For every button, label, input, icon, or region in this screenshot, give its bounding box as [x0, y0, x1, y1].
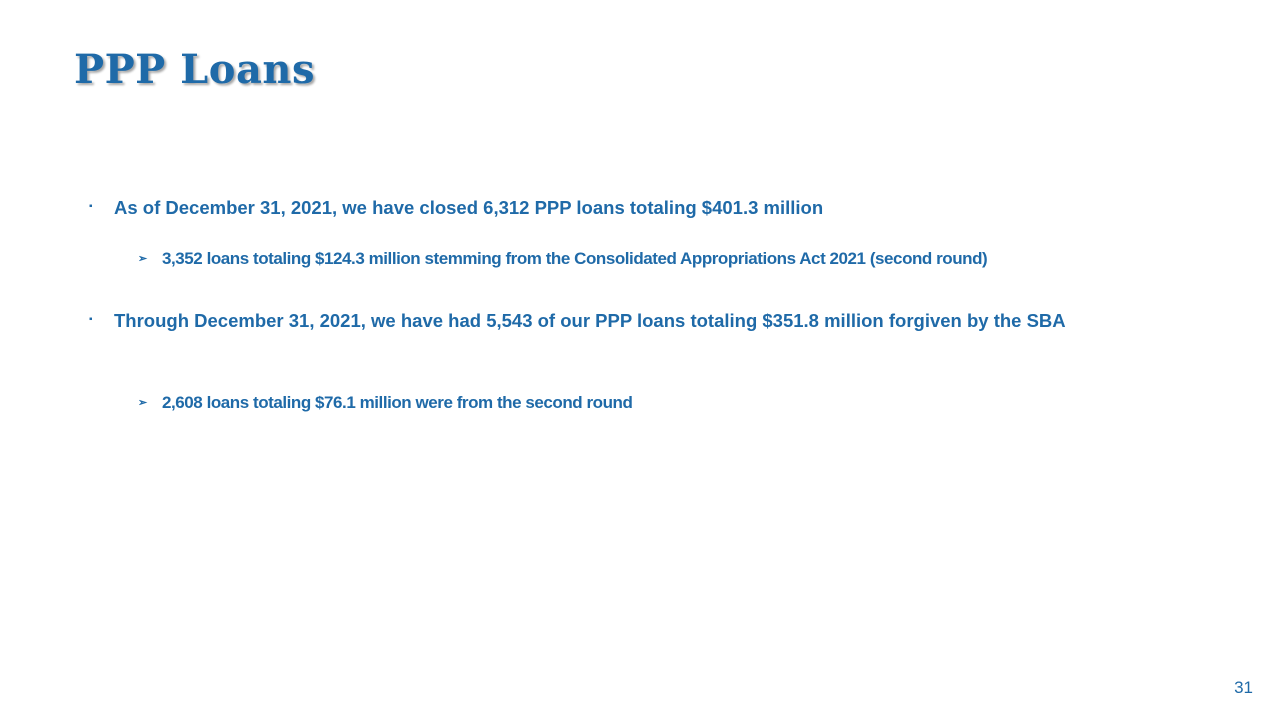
sub-bullet-item-second-round-forgiven — [138, 393, 1178, 413]
bullet-item-closed-loans — [89, 197, 1189, 219]
bullet-text: Through December 31, 2021, we have had 5,543 of our PPP loans totaling $351.8 million forgiven by the SBA — [114, 310, 1066, 331]
bullet-text: As of December 31, 2021, we have closed 6,312 PPP loans totaling $401.3 million — [114, 197, 824, 218]
slide-number: 31 — [1234, 678, 1253, 697]
arrow-bullet-icon: ➢ — [138, 253, 147, 265]
square-bullet-icon: ▪ — [89, 201, 93, 212]
sub-bullet-item-second-round-closed — [138, 249, 1178, 269]
sub-bullet-text: 2,608 loans totaling $76.1 million were from the second round — [162, 393, 633, 412]
sub-bullet-text: 3,352 loans totaling $124.3 million stemming from the Consolidated Appropriations Act 2021 (second round) — [162, 249, 988, 268]
bullet-item-forgiven-loans — [89, 310, 1189, 332]
square-bullet-icon: ▪ — [89, 314, 93, 325]
arrow-bullet-icon: ➢ — [138, 397, 147, 409]
slide-title: PPP Loans — [74, 46, 315, 93]
